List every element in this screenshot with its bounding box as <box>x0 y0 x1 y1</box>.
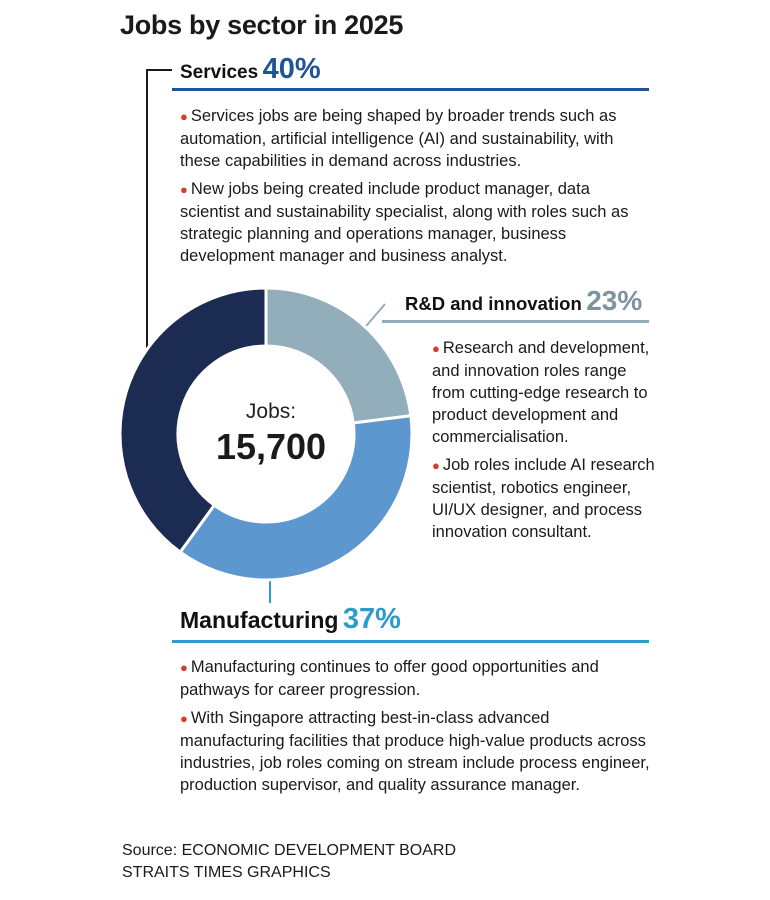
rnd-name: R&D and innovation <box>405 293 582 314</box>
manufacturing-bullets <box>180 656 655 802</box>
credit-line: STRAITS TIMES GRAPHICS <box>122 864 331 881</box>
services-bullet <box>180 178 650 267</box>
services-name: Services <box>180 62 259 83</box>
chart-title: Jobs by sector in 2025 <box>120 10 404 40</box>
bullet-dot-icon: ● <box>432 458 440 473</box>
rnd-pct: 23% <box>586 285 643 316</box>
bullet-dot-icon: ● <box>180 109 188 124</box>
rnd-header <box>405 285 642 317</box>
manufacturing-bullet-text: Manufacturing continues to offer good opportunities and pathways for career progression. <box>180 658 599 699</box>
rnd-bullet <box>432 337 657 448</box>
rnd-bullets <box>432 337 657 549</box>
source-line: Source: ECONOMIC DEVELOPMENT BOARD <box>122 842 456 859</box>
manufacturing-rule <box>172 640 649 643</box>
manufacturing-pct: 37% <box>342 603 401 635</box>
bullet-dot-icon: ● <box>432 341 440 356</box>
rnd-bullet <box>432 454 657 543</box>
services-bullets <box>180 105 650 273</box>
services-pct: 40% <box>262 53 321 85</box>
rnd-bullet-text: Research and development, and innovation roles range from cutting-edge research to product development and commercialisation. <box>432 339 650 446</box>
services-header <box>180 53 321 86</box>
rnd-bullet-text: Job roles include AI research scientist, robotics engineer, UI/UX designer, and process innovation consultant. <box>432 456 655 541</box>
bullet-dot-icon: ● <box>180 660 188 675</box>
manufacturing-bullet <box>180 707 655 796</box>
manufacturing-bullet <box>180 656 655 701</box>
bullet-dot-icon: ● <box>180 182 188 197</box>
donut-center <box>196 400 346 468</box>
bullet-dot-icon: ● <box>180 711 188 726</box>
services-rule <box>172 88 649 91</box>
services-bullet-text: New jobs being created include product manager, data scientist and sustainability specialist, along with roles such as strategic planning and operations manager, business development manager and business analyst. <box>180 180 629 265</box>
source-note <box>122 840 456 884</box>
services-bullet <box>180 105 650 172</box>
center-label: Jobs: <box>245 400 297 423</box>
center-value: 15,700 <box>215 426 327 467</box>
manufacturing-header <box>180 603 401 636</box>
services-bullet-text: Services jobs are being shaped by broader trends such as automation, artificial intelligence (AI) and sustainability, with these capabilities in demand across industries. <box>180 107 617 170</box>
manufacturing-bullet-text: With Singapore attracting best-in-class advanced manufacturing facilities that produce high-value products across industries, job roles coming on stream include process engineer, production supervisor, and quality assurance manager. <box>180 709 650 794</box>
manufacturing-name: Manufacturing <box>180 607 339 633</box>
rnd-rule <box>382 320 649 323</box>
